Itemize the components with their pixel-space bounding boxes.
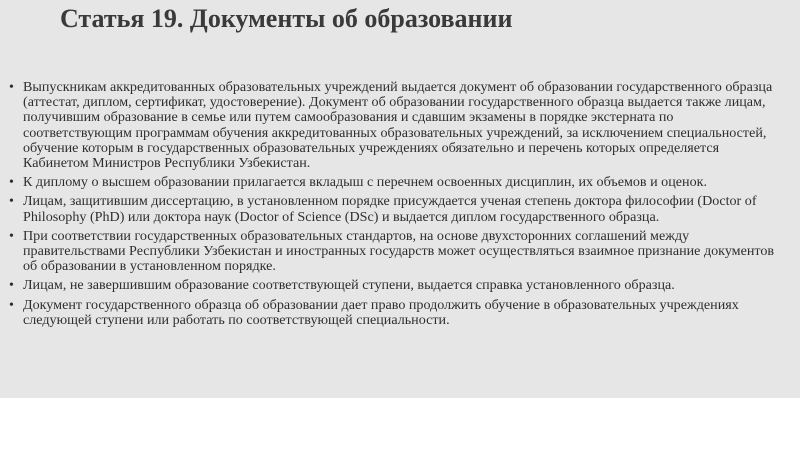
list-item [9,298,779,328]
bullet-icon: • [9,278,14,294]
bullet-icon: • [9,194,14,210]
paragraph-text: Документ государственного образца об образовании дает право продолжить обучение в образовательных учреждениях следующей ступени или работать по соответствующей специальности. [23,296,739,328]
list-item [9,278,779,293]
list-item [9,194,779,224]
paragraph-text: Выпускникам аккредитованных образовательных учреждений выдается документ об образовании государственного образца (аттестат, диплом, сертификат, удостоверение). Документ об образовании государственного образца выдается также лицам, получившим образование в семье или путем самообразования и сдавшим экзамены в порядке экстерната по соответствующим программам обучения аккредитованных образовательных учреждений, за исключением специальностей, обучение которым в государственных образовательных учреждениях обязательно и перечень которых определяется Кабинетом Министров Республики Узбекистан. [23,79,773,172]
list-item [9,229,779,275]
bullet-icon: • [9,297,14,313]
bottom-margin [0,398,800,450]
paragraph-text: Лицам, защитившим диссертацию, в установленном порядке присуждается ученая степень доктора философии (Doctor of Philosophy (PhD) или доктора наук (Doctor of Science (DSc) и выдается диплом государственного образца. [23,193,757,225]
paragraph-text: При соответствии государственных образовательных стандартов, на основе двухсторонних соглашений между правительствами Республики Узбекистан и иностранных государств может осуществляться взаимное признание документов об образовании в установленном порядке. [23,227,775,275]
list-item [9,175,779,190]
slide-title: Статья 19. Документы об образовании [60,4,513,33]
paragraph-text: К диплому о высшем образовании прилагается вкладыш с перечнем освоенных дисциплин, их объемов и оценок. [23,174,707,191]
article-content [9,80,779,332]
list-item [9,80,779,171]
bullet-icon: • [9,228,14,244]
bullet-icon: • [9,80,14,95]
paragraph-text: Лицам, не завершившим образование соответствующей ступени, выдается справка установленного образца. [23,277,675,294]
bullet-icon: • [9,175,14,191]
